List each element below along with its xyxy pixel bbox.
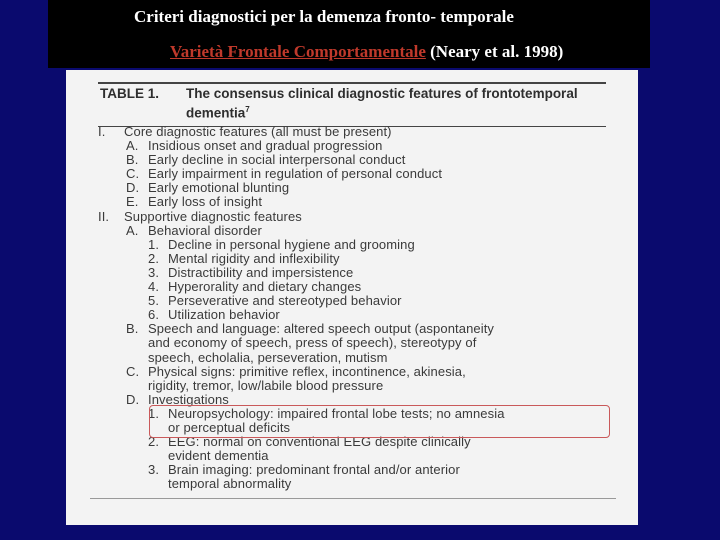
criteria-text: Supportive diagnostic features	[124, 208, 302, 224]
criteria-line	[98, 252, 618, 266]
criteria-text: Insidious onset and gradual progression	[148, 138, 383, 154]
criteria-text: rigidity, tremor, low/labile blood pressure	[148, 377, 384, 393]
criteria-text: Hyperorality and dietary changes	[168, 279, 362, 295]
criteria-line	[98, 181, 618, 195]
criteria-line	[98, 167, 618, 181]
slide-subtitle	[170, 42, 563, 62]
criteria-marker: C.	[126, 363, 140, 379]
criteria-text: Utilization behavior	[168, 307, 280, 323]
criteria-text: Early loss of insight	[148, 194, 263, 210]
criteria-line	[98, 210, 618, 224]
criteria-line	[98, 351, 618, 365]
criteria-marker: B.	[126, 321, 139, 337]
criteria-marker: 4.	[148, 279, 160, 295]
criteria-line	[98, 280, 618, 294]
criteria-text: Distractibility and impersistence	[168, 264, 354, 280]
criteria-text: Neuropsychology: impaired frontal lobe tests; no amnesia	[168, 405, 505, 421]
criteria-marker: 1.	[148, 405, 160, 421]
criteria-line	[98, 195, 618, 209]
criteria-line	[98, 477, 618, 491]
slide-title-bar	[48, 0, 650, 68]
criteria-text: Speech and language: altered speech output (aspontaneity	[148, 321, 495, 337]
table-caption-text: The consensus clinical diagnostic features of frontotemporal dementia	[186, 86, 578, 121]
criteria-marker: I.	[98, 124, 106, 139]
neuropsychology-highlight-box	[149, 405, 610, 438]
criteria-line	[98, 153, 618, 167]
criteria-text: and economy of speech, press of speech), stereotypy of	[148, 335, 477, 351]
criteria-line	[98, 294, 618, 308]
criteria-text: Perseverative and stereotyped behavior	[168, 293, 402, 309]
criteria-marker: C.	[126, 166, 140, 182]
criteria-line	[98, 125, 618, 139]
criteria-text: temporal abnormality	[168, 476, 292, 492]
criteria-marker: E.	[126, 194, 139, 210]
criteria-line	[98, 463, 618, 477]
criteria-text: Early decline in social interpersonal conduct	[148, 152, 406, 168]
subtitle-citation: (Neary et al. 1998)	[425, 42, 564, 61]
criteria-line	[98, 336, 618, 350]
criteria-text: Decline in personal hygiene and grooming	[168, 236, 415, 252]
criteria-marker: D.	[126, 180, 140, 196]
criteria-marker: 3.	[148, 264, 160, 280]
criteria-marker: A.	[126, 222, 139, 238]
criteria-line	[98, 379, 618, 393]
slide-title: Criteri diagnostici per la demenza fronto- temporale	[134, 7, 514, 26]
subtitle-variety: Varietà Frontale Comportamentale	[170, 42, 426, 61]
criteria-line	[98, 266, 618, 280]
table-caption	[186, 86, 586, 122]
criteria-line	[98, 139, 618, 153]
criteria-line	[98, 449, 618, 463]
criteria-text: Early impairment in regulation of personal conduct	[148, 166, 443, 182]
criteria-text: or perceptual deficits	[168, 419, 291, 435]
criteria-text: Brain imaging: predominant frontal and/or anterior	[168, 462, 460, 478]
criteria-marker: 2.	[148, 250, 160, 266]
criteria-text: Mental rigidity and inflexibility	[168, 250, 340, 266]
criteria-line	[98, 238, 618, 252]
criteria-marker: D.	[126, 391, 140, 407]
criteria-marker: 2.	[148, 434, 160, 450]
criteria-marker: 6.	[148, 307, 160, 323]
table-caption-ref: 7	[245, 105, 250, 114]
criteria-text: evident dementia	[168, 448, 269, 464]
criteria-text: Core diagnostic features (all must be present)	[124, 124, 392, 139]
criteria-text: Early emotional blunting	[148, 180, 290, 196]
criteria-text: EEG: normal on conventional EEG despite clinically	[168, 434, 471, 450]
criteria-line	[98, 224, 618, 238]
criteria-marker: 3.	[148, 462, 160, 478]
criteria-marker: 5.	[148, 293, 160, 309]
criteria-marker: II.	[98, 208, 110, 224]
criteria-text: speech, echolalia, perseveration, mutism	[148, 349, 388, 365]
criteria-text: Investigations	[148, 391, 229, 407]
criteria-text: Physical signs: primitive reflex, incontinence, akinesia,	[148, 363, 466, 379]
table-bottom-rule	[90, 498, 616, 499]
criteria-line	[98, 365, 618, 379]
criteria-line	[98, 322, 618, 336]
table-label: TABLE 1.	[100, 86, 160, 101]
criteria-marker: 1.	[148, 236, 160, 252]
scanned-table-image	[66, 70, 638, 525]
criteria-marker: A.	[126, 138, 139, 154]
criteria-text: Behavioral disorder	[148, 222, 262, 238]
criteria-marker: B.	[126, 152, 139, 168]
criteria-line	[98, 308, 618, 322]
table-header	[98, 82, 606, 127]
